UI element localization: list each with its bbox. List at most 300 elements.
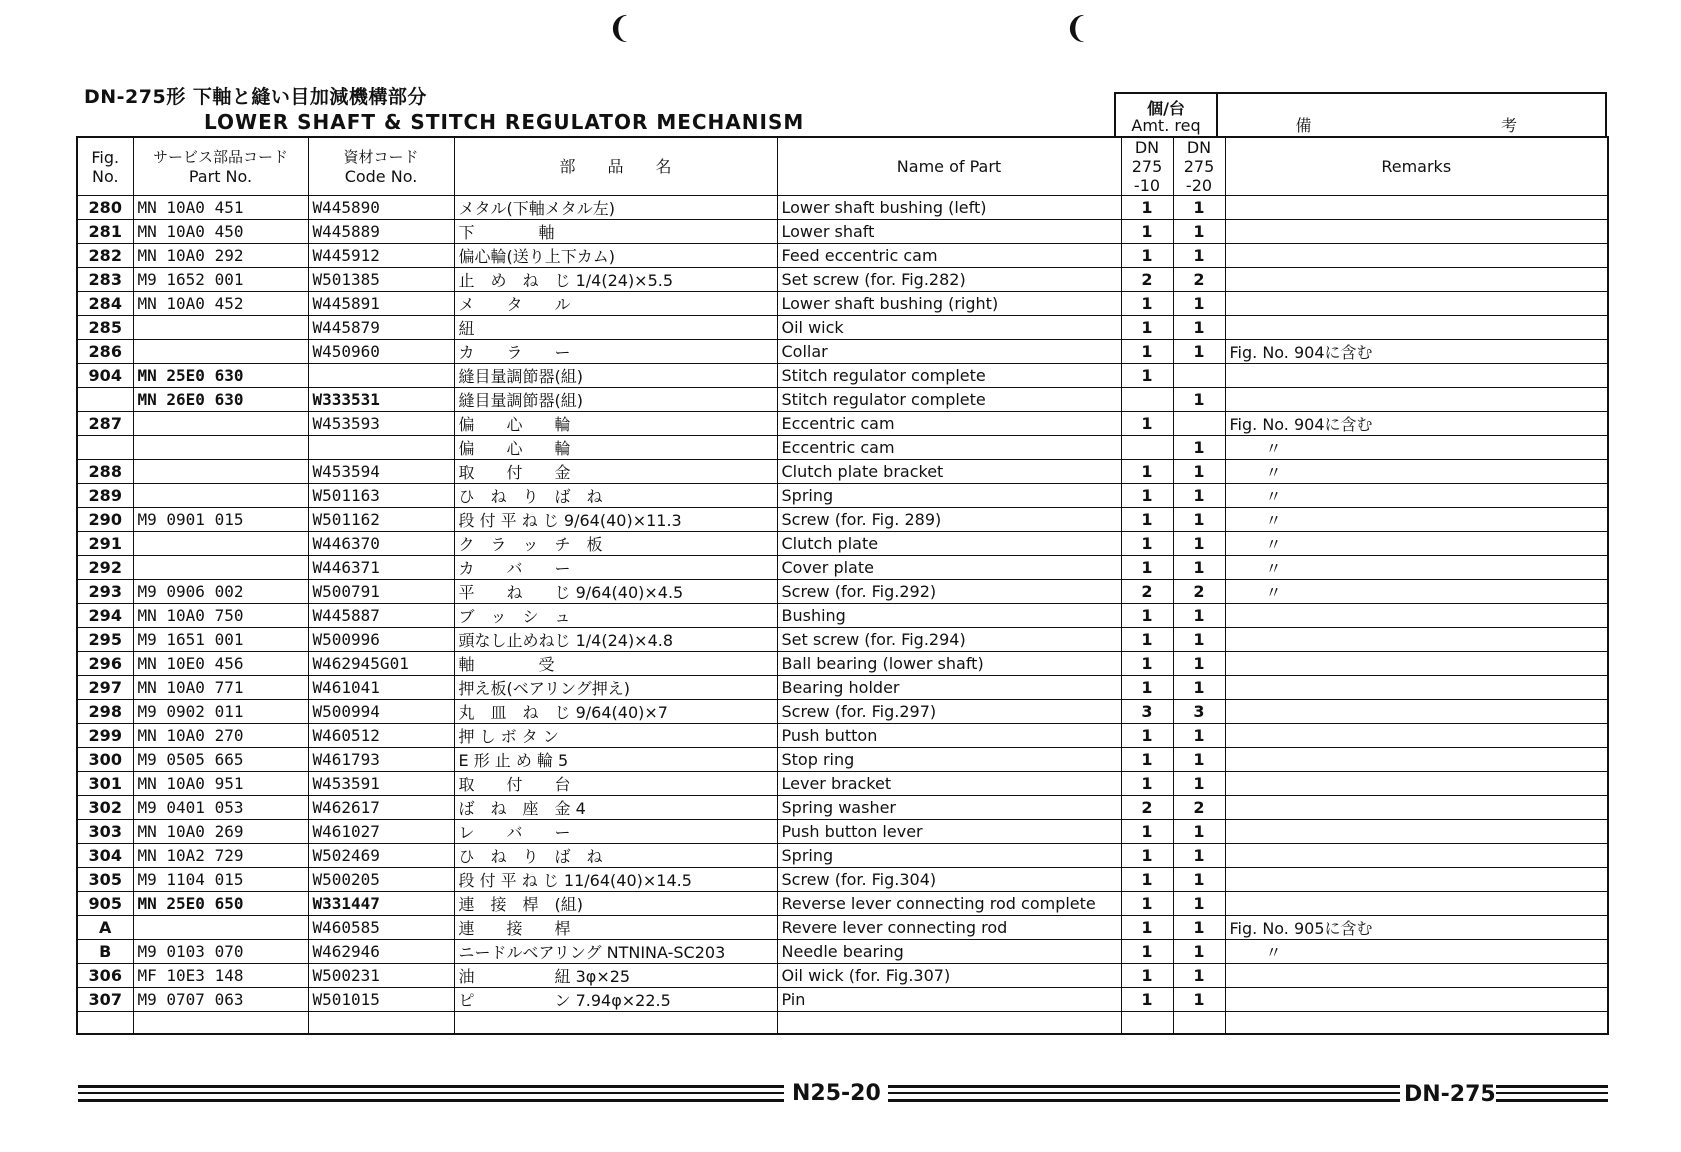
qty-dn275-10-cell: 1 <box>1121 292 1173 316</box>
part-no-cell <box>133 484 308 508</box>
name-en-cell: Screw (for. Fig.292) <box>777 580 1121 604</box>
fig-cell <box>77 388 133 412</box>
qty-dn275-20-cell: 1 <box>1173 892 1225 916</box>
fig-cell: 298 <box>77 700 133 724</box>
name-en-cell: Collar <box>777 340 1121 364</box>
qty-dn275-10-cell: 1 <box>1121 628 1173 652</box>
empty-cell <box>1121 1012 1173 1035</box>
footer-rule-left <box>78 1085 784 1102</box>
remarks-cell <box>1225 268 1608 292</box>
name-en-cell: Ball bearing (lower shaft) <box>777 652 1121 676</box>
empty-cell <box>1173 1012 1225 1035</box>
name-jp-cell: 連 接 桿 (組) <box>454 892 777 916</box>
qty-dn275-10-cell: 1 <box>1121 508 1173 532</box>
table-row <box>77 508 1608 532</box>
table-row <box>77 964 1608 988</box>
fig-cell: 295 <box>77 628 133 652</box>
footer-rule-middle <box>888 1085 1400 1102</box>
part-no-cell: M9 0901 015 <box>133 508 308 532</box>
amount-required-label-en: Amt. req <box>1131 116 1201 135</box>
remarks-cell <box>1225 364 1608 388</box>
qty-dn275-20-cell: 1 <box>1173 436 1225 460</box>
name-jp-cell: ニードルベアリング NTNINA-SC203 <box>454 940 777 964</box>
qty-dn275-20-cell: 1 <box>1173 676 1225 700</box>
fig-cell <box>77 436 133 460</box>
qty-dn275-20-cell <box>1173 364 1225 388</box>
table-row <box>77 916 1608 940</box>
name-en-cell: Lower shaft <box>777 220 1121 244</box>
name-en-cell: Clutch plate <box>777 532 1121 556</box>
code-no-cell: W462617 <box>308 796 454 820</box>
table-row <box>77 940 1608 964</box>
fig-cell: A <box>77 916 133 940</box>
qty-dn275-10-cell: 1 <box>1121 940 1173 964</box>
table-row <box>77 388 1608 412</box>
qty-dn275-10-cell: 1 <box>1121 364 1173 388</box>
fig-cell: 292 <box>77 556 133 580</box>
col-header-dn275-10: DN 275 -10 <box>1121 137 1173 196</box>
qty-dn275-10-cell: 2 <box>1121 796 1173 820</box>
remarks-cell: Fig. No. 904に含む <box>1225 340 1608 364</box>
part-no-cell: MF 10E3 148 <box>133 964 308 988</box>
fig-cell: 904 <box>77 364 133 388</box>
part-no-cell: MN 10A0 750 <box>133 604 308 628</box>
part-no-cell <box>133 436 308 460</box>
qty-dn275-20-cell: 1 <box>1173 556 1225 580</box>
code-no-cell: W500791 <box>308 580 454 604</box>
page-title-english: LOWER SHAFT & STITCH REGULATOR MECHANISM <box>204 110 805 134</box>
qty-dn275-20-cell: 1 <box>1173 244 1225 268</box>
fig-cell: 284 <box>77 292 133 316</box>
fig-cell: 301 <box>77 772 133 796</box>
remarks-cell: 〃 <box>1225 940 1608 964</box>
part-no-cell <box>133 460 308 484</box>
part-no-cell: M9 1652 001 <box>133 268 308 292</box>
qty-dn275-10-cell: 2 <box>1121 268 1173 292</box>
name-en-cell: Spring <box>777 844 1121 868</box>
qty-dn275-20-cell <box>1173 412 1225 436</box>
qty-dn275-10-cell: 1 <box>1121 916 1173 940</box>
code-no-cell: W500231 <box>308 964 454 988</box>
table-row <box>77 268 1608 292</box>
qty-dn275-20-cell: 3 <box>1173 700 1225 724</box>
qty-dn275-10-cell: 1 <box>1121 220 1173 244</box>
qty-dn275-20-cell: 1 <box>1173 940 1225 964</box>
col-header-part-no: サービス部品コード Part No. <box>133 137 308 196</box>
part-no-cell: MN 10A0 292 <box>133 244 308 268</box>
part-no-cell: MN 10A2 729 <box>133 844 308 868</box>
code-no-cell: W460585 <box>308 916 454 940</box>
name-jp-cell: 縫目量調節器(組) <box>454 388 777 412</box>
table-row <box>77 700 1608 724</box>
code-no-cell: W445890 <box>308 196 454 220</box>
part-no-cell: MN 25E0 630 <box>133 364 308 388</box>
name-en-cell: Reverse lever connecting rod complete <box>777 892 1121 916</box>
code-no-cell: W446371 <box>308 556 454 580</box>
code-no-cell: W501163 <box>308 484 454 508</box>
qty-dn275-10-cell: 1 <box>1121 532 1173 556</box>
table-row <box>77 652 1608 676</box>
table-row <box>77 484 1608 508</box>
code-no-cell: W445912 <box>308 244 454 268</box>
name-en-cell: Needle bearing <box>777 940 1121 964</box>
code-no-cell: W453593 <box>308 412 454 436</box>
code-no-cell: W501162 <box>308 508 454 532</box>
code-no-cell: W502469 <box>308 844 454 868</box>
qty-dn275-10-cell: 1 <box>1121 772 1173 796</box>
remarks-cell: Fig. No. 905に含む <box>1225 916 1608 940</box>
code-no-cell: W501385 <box>308 268 454 292</box>
table-row <box>77 628 1608 652</box>
qty-dn275-10-cell: 1 <box>1121 652 1173 676</box>
name-en-cell: Lever bracket <box>777 772 1121 796</box>
fig-cell: 287 <box>77 412 133 436</box>
part-no-cell: MN 10A0 269 <box>133 820 308 844</box>
name-en-cell: Push button lever <box>777 820 1121 844</box>
remarks-cell <box>1225 676 1608 700</box>
name-en-cell: Eccentric cam <box>777 412 1121 436</box>
qty-dn275-10-cell: 2 <box>1121 580 1173 604</box>
name-jp-cell: 偏 心 輪 <box>454 436 777 460</box>
remarks-cell <box>1225 820 1608 844</box>
fig-cell: 294 <box>77 604 133 628</box>
table-row-empty <box>77 1012 1608 1035</box>
qty-dn275-10-cell: 1 <box>1121 340 1173 364</box>
part-no-cell <box>133 532 308 556</box>
qty-dn275-20-cell: 1 <box>1173 460 1225 484</box>
table-row <box>77 988 1608 1012</box>
table-row <box>77 844 1608 868</box>
name-en-cell: Lower shaft bushing (left) <box>777 196 1121 220</box>
part-no-cell: M9 0906 002 <box>133 580 308 604</box>
qty-dn275-10-cell: 1 <box>1121 316 1173 340</box>
code-no-cell: W445879 <box>308 316 454 340</box>
part-no-cell: MN 10A0 451 <box>133 196 308 220</box>
fig-cell: 302 <box>77 796 133 820</box>
table-row <box>77 580 1608 604</box>
qty-dn275-20-cell: 2 <box>1173 268 1225 292</box>
code-no-cell: W333531 <box>308 388 454 412</box>
qty-dn275-10-cell <box>1121 436 1173 460</box>
name-jp-cell: 頭なし止めねじ 1/4(24)×4.8 <box>454 628 777 652</box>
remarks-cell: 〃 <box>1225 580 1608 604</box>
qty-dn275-10-cell: 1 <box>1121 556 1173 580</box>
footer-page-code: N25-20 <box>792 1081 881 1106</box>
part-no-cell: M9 0505 665 <box>133 748 308 772</box>
fig-cell: 305 <box>77 868 133 892</box>
code-no-cell: W462945G01 <box>308 652 454 676</box>
table-row <box>77 556 1608 580</box>
qty-dn275-20-cell: 1 <box>1173 652 1225 676</box>
table-row <box>77 820 1608 844</box>
qty-dn275-10-cell: 1 <box>1121 892 1173 916</box>
part-no-cell <box>133 412 308 436</box>
name-jp-cell: 偏心輪(送り上下カム) <box>454 244 777 268</box>
qty-dn275-10-cell: 1 <box>1121 748 1173 772</box>
remarks-cell <box>1225 796 1608 820</box>
fig-cell: 300 <box>77 748 133 772</box>
fig-cell: 286 <box>77 340 133 364</box>
remarks-cell <box>1225 604 1608 628</box>
empty-cell <box>77 1012 133 1035</box>
name-jp-cell: 紐 <box>454 316 777 340</box>
remarks-cell <box>1225 892 1608 916</box>
remarks-cell: 〃 <box>1225 436 1608 460</box>
code-no-cell: W500996 <box>308 628 454 652</box>
fig-cell: 291 <box>77 532 133 556</box>
remarks-cell <box>1225 220 1608 244</box>
remarks-cell: 〃 <box>1225 532 1608 556</box>
table-row <box>77 772 1608 796</box>
name-jp-cell: E 形 止 め 輪 5 <box>454 748 777 772</box>
remarks-cell <box>1225 628 1608 652</box>
name-en-cell: Spring washer <box>777 796 1121 820</box>
qty-dn275-10-cell: 1 <box>1121 868 1173 892</box>
name-en-cell: Screw (for. Fig.304) <box>777 868 1121 892</box>
footer-model: DN-275 <box>1404 1082 1496 1107</box>
code-no-cell: W331447 <box>308 892 454 916</box>
code-no-cell <box>308 436 454 460</box>
qty-dn275-20-cell: 1 <box>1173 868 1225 892</box>
name-jp-cell: 偏 心 輪 <box>454 412 777 436</box>
part-no-cell: M9 1651 001 <box>133 628 308 652</box>
qty-dn275-20-cell: 1 <box>1173 388 1225 412</box>
qty-dn275-10-cell <box>1121 388 1173 412</box>
name-en-cell: Stitch regulator complete <box>777 364 1121 388</box>
fig-cell: 282 <box>77 244 133 268</box>
name-en-cell: Screw (for. Fig. 289) <box>777 508 1121 532</box>
code-no-cell: W445889 <box>308 220 454 244</box>
code-no-cell: W450960 <box>308 340 454 364</box>
fig-cell: 303 <box>77 820 133 844</box>
remarks-cell <box>1225 748 1608 772</box>
table-row <box>77 460 1608 484</box>
col-header-fig: Fig. No. <box>77 137 133 196</box>
name-en-cell: Screw (for. Fig.297) <box>777 700 1121 724</box>
part-no-cell <box>133 556 308 580</box>
qty-dn275-10-cell: 1 <box>1121 196 1173 220</box>
qty-dn275-10-cell: 1 <box>1121 964 1173 988</box>
name-jp-cell: 取 付 金 <box>454 460 777 484</box>
qty-dn275-20-cell: 1 <box>1173 844 1225 868</box>
code-no-cell: W460512 <box>308 724 454 748</box>
part-no-cell <box>133 340 308 364</box>
amount-required-header <box>1114 92 1216 138</box>
fig-cell: 288 <box>77 460 133 484</box>
qty-dn275-10-cell: 1 <box>1121 988 1173 1012</box>
name-en-cell: Clutch plate bracket <box>777 460 1121 484</box>
code-no-cell: W446370 <box>308 532 454 556</box>
fig-cell: 306 <box>77 964 133 988</box>
empty-cell <box>1225 1012 1608 1035</box>
name-jp-cell: 押え板(ベアリング押え) <box>454 676 777 700</box>
code-no-cell: W501015 <box>308 988 454 1012</box>
table-row <box>77 748 1608 772</box>
part-no-cell: MN 26E0 630 <box>133 388 308 412</box>
qty-dn275-20-cell: 1 <box>1173 508 1225 532</box>
code-no-cell: W500994 <box>308 700 454 724</box>
remarks-cell <box>1225 292 1608 316</box>
name-en-cell: Spring <box>777 484 1121 508</box>
qty-dn275-20-cell: 2 <box>1173 796 1225 820</box>
part-no-cell: M9 0902 011 <box>133 700 308 724</box>
binding-mark-right: ❨ <box>1064 11 1090 46</box>
table-row <box>77 316 1608 340</box>
empty-cell <box>308 1012 454 1035</box>
footer-rule-right <box>1496 1085 1608 1102</box>
qty-dn275-20-cell: 1 <box>1173 604 1225 628</box>
qty-dn275-20-cell: 1 <box>1173 988 1225 1012</box>
part-no-cell: MN 10A0 270 <box>133 724 308 748</box>
name-jp-cell: メタル(下軸メタル左) <box>454 196 777 220</box>
code-no-cell: W445891 <box>308 292 454 316</box>
name-jp-cell: ブ ッ シ ュ <box>454 604 777 628</box>
qty-dn275-10-cell: 1 <box>1121 412 1173 436</box>
name-jp-cell: 止 め ね じ 1/4(24)×5.5 <box>454 268 777 292</box>
qty-dn275-20-cell: 1 <box>1173 220 1225 244</box>
fig-cell: 299 <box>77 724 133 748</box>
remarks-cell <box>1225 724 1608 748</box>
name-jp-cell: 軸 受 <box>454 652 777 676</box>
qty-dn275-10-cell: 1 <box>1121 844 1173 868</box>
name-jp-cell: 取 付 台 <box>454 772 777 796</box>
name-jp-cell: 丸 皿 ね じ 9/64(40)×7 <box>454 700 777 724</box>
remarks-cell <box>1225 868 1608 892</box>
remarks-cell <box>1225 772 1608 796</box>
qty-dn275-10-cell: 1 <box>1121 604 1173 628</box>
empty-cell <box>777 1012 1121 1035</box>
fig-cell: 285 <box>77 316 133 340</box>
name-jp-cell: レ バ ー <box>454 820 777 844</box>
code-no-cell: W461027 <box>308 820 454 844</box>
qty-dn275-20-cell: 1 <box>1173 196 1225 220</box>
part-no-cell: MN 10E0 456 <box>133 652 308 676</box>
qty-dn275-20-cell: 1 <box>1173 964 1225 988</box>
code-no-cell: W445887 <box>308 604 454 628</box>
code-no-cell: W462946 <box>308 940 454 964</box>
amount-required-label-jp: 個/台 <box>1147 99 1185 118</box>
remarks-cell <box>1225 388 1608 412</box>
name-jp-cell: 連 接 桿 <box>454 916 777 940</box>
qty-dn275-10-cell: 1 <box>1121 460 1173 484</box>
name-jp-cell: カ ラ ー <box>454 340 777 364</box>
name-en-cell: Bushing <box>777 604 1121 628</box>
name-en-cell: Pin <box>777 988 1121 1012</box>
name-en-cell: Push button <box>777 724 1121 748</box>
name-jp-cell: ひ ね り ば ね <box>454 844 777 868</box>
remarks-cell <box>1225 844 1608 868</box>
name-jp-cell: 平 ね じ 9/64(40)×4.5 <box>454 580 777 604</box>
fig-cell: 280 <box>77 196 133 220</box>
qty-dn275-20-cell: 1 <box>1173 724 1225 748</box>
qty-dn275-10-cell: 1 <box>1121 244 1173 268</box>
table-row <box>77 220 1608 244</box>
qty-dn275-10-cell: 1 <box>1121 820 1173 844</box>
name-jp-cell: 下 軸 <box>454 220 777 244</box>
part-no-cell: MN 25E0 650 <box>133 892 308 916</box>
name-en-cell: Set screw (for. Fig.294) <box>777 628 1121 652</box>
qty-dn275-20-cell: 1 <box>1173 916 1225 940</box>
binding-mark-left: ❨ <box>607 11 633 46</box>
name-en-cell: Oil wick (for. Fig.307) <box>777 964 1121 988</box>
col-header-name-jp: 部 品 名 <box>454 137 777 196</box>
name-en-cell: Feed eccentric cam <box>777 244 1121 268</box>
table-row <box>77 724 1608 748</box>
fig-cell: 283 <box>77 268 133 292</box>
fig-cell: 293 <box>77 580 133 604</box>
table-row <box>77 412 1608 436</box>
name-jp-cell: 段 付 平 ね じ 9/64(40)×11.3 <box>454 508 777 532</box>
code-no-cell: W500205 <box>308 868 454 892</box>
remarks-cell <box>1225 964 1608 988</box>
fig-cell: 290 <box>77 508 133 532</box>
remarks-cell: 〃 <box>1225 508 1608 532</box>
qty-dn275-20-cell: 2 <box>1173 580 1225 604</box>
table-row <box>77 292 1608 316</box>
table-header-row <box>77 137 1608 196</box>
qty-dn275-20-cell: 1 <box>1173 292 1225 316</box>
fig-cell: 296 <box>77 652 133 676</box>
name-jp-cell: ひ ね り ば ね <box>454 484 777 508</box>
name-en-cell: Stop ring <box>777 748 1121 772</box>
qty-dn275-10-cell: 1 <box>1121 484 1173 508</box>
table-row <box>77 196 1608 220</box>
name-jp-cell: 段 付 平 ね じ 11/64(40)×14.5 <box>454 868 777 892</box>
page-title-japanese: DN-275形 下軸と縫い目加減機構部分 <box>84 86 427 108</box>
name-en-cell: Bearing holder <box>777 676 1121 700</box>
remarks-cell <box>1225 652 1608 676</box>
fig-cell: 289 <box>77 484 133 508</box>
name-en-cell: Eccentric cam <box>777 436 1121 460</box>
table-row <box>77 604 1608 628</box>
fig-cell: 281 <box>77 220 133 244</box>
name-jp-cell: 油 紐 3φ×25 <box>454 964 777 988</box>
qty-dn275-10-cell: 1 <box>1121 724 1173 748</box>
name-jp-cell: カ バ ー <box>454 556 777 580</box>
name-jp-cell: ピ ン 7.94φ×22.5 <box>454 988 777 1012</box>
remarks-cell: 〃 <box>1225 484 1608 508</box>
qty-dn275-20-cell: 1 <box>1173 628 1225 652</box>
name-en-cell: Stitch regulator complete <box>777 388 1121 412</box>
table-row <box>77 244 1608 268</box>
qty-dn275-20-cell: 1 <box>1173 340 1225 364</box>
remarks-cell: 〃 <box>1225 460 1608 484</box>
part-no-cell: MN 10A0 452 <box>133 292 308 316</box>
qty-dn275-10-cell: 3 <box>1121 700 1173 724</box>
name-en-cell: Lower shaft bushing (right) <box>777 292 1121 316</box>
code-no-cell: W453594 <box>308 460 454 484</box>
col-header-dn275-20: DN 275 -20 <box>1173 137 1225 196</box>
table-row <box>77 364 1608 388</box>
part-no-cell: M9 0707 063 <box>133 988 308 1012</box>
remarks-cell <box>1225 244 1608 268</box>
code-no-cell <box>308 364 454 388</box>
part-no-cell <box>133 316 308 340</box>
remarks-cell <box>1225 316 1608 340</box>
remarks-cell: Fig. No. 904に含む <box>1225 412 1608 436</box>
name-en-cell: Cover plate <box>777 556 1121 580</box>
name-jp-cell: メ タ ル <box>454 292 777 316</box>
qty-dn275-20-cell: 1 <box>1173 748 1225 772</box>
part-no-cell: MN 10A0 771 <box>133 676 308 700</box>
col-header-name-en: Name of Part <box>777 137 1121 196</box>
remarks-cell <box>1225 196 1608 220</box>
name-en-cell: Revere lever connecting rod <box>777 916 1121 940</box>
qty-dn275-20-cell: 1 <box>1173 532 1225 556</box>
name-en-cell: Set screw (for. Fig.282) <box>777 268 1121 292</box>
table-row <box>77 796 1608 820</box>
fig-cell: 297 <box>77 676 133 700</box>
